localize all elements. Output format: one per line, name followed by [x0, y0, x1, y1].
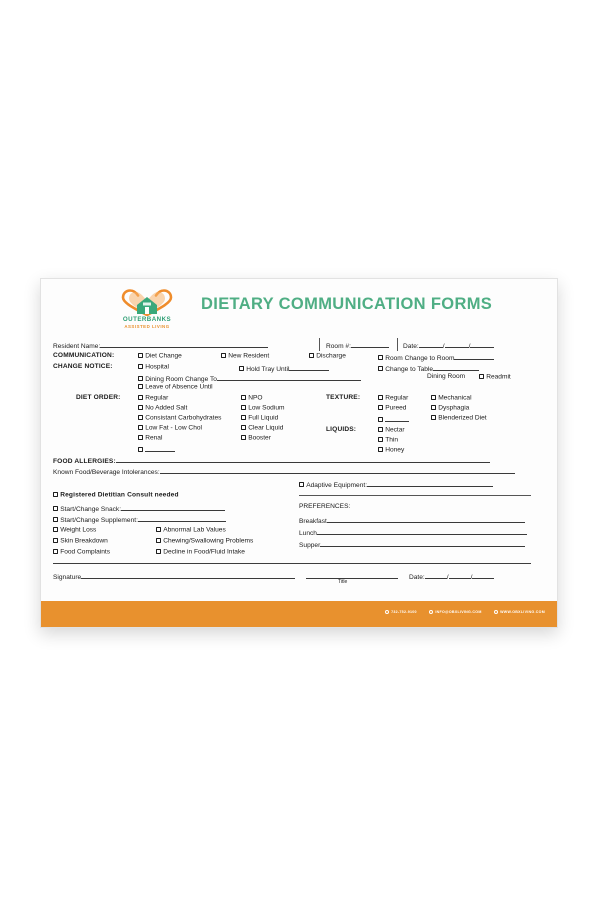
room-number-field[interactable] — [326, 341, 389, 351]
change-notice-option-hospital[interactable] — [138, 364, 169, 371]
diet-option-label: Low Fat - Low Chol — [145, 424, 202, 432]
adaptive-equipment-label: Adaptive Equipment: — [306, 482, 368, 489]
dining-room-suffix: Dining Room — [427, 373, 466, 380]
preferences-label: PREFERENCES: — [299, 503, 351, 510]
checkbox-chewing-swallowing-problems[interactable] — [156, 538, 161, 543]
checkbox-start-change-snack[interactable] — [53, 506, 58, 511]
checkbox-hold-tray[interactable] — [239, 366, 244, 371]
preference-label: Supper — [299, 542, 321, 549]
checkbox-hospital[interactable] — [138, 364, 143, 369]
food-allergies-label: FOOD ALLERGIES: — [53, 458, 116, 465]
change-notice-option-leave-absence[interactable] — [138, 384, 213, 391]
checkbox-discharge[interactable] — [309, 353, 314, 358]
food-allergies-field[interactable] — [53, 456, 490, 466]
checkbox-npo[interactable] — [241, 395, 246, 400]
diet-option-label: Renal — [145, 434, 163, 442]
concern-option-label: Skin Breakdown — [60, 537, 108, 545]
preference-lunch-field[interactable] — [299, 528, 527, 538]
checkbox-dysphagia[interactable] — [431, 405, 436, 410]
diet-option-other[interactable] — [138, 445, 175, 455]
date-sep-1: / — [442, 343, 445, 350]
communication-option-label: Discharge — [316, 352, 346, 360]
checkbox-pureed[interactable] — [378, 405, 383, 410]
diet-option-label: Booster — [248, 434, 271, 442]
change-notice-option-label: Readmit — [486, 373, 511, 381]
form-header — [41, 279, 557, 341]
texture-option-label: Pureed — [385, 404, 407, 412]
dietitian-consult-label: Registered Dietitian Consult needed — [60, 491, 179, 499]
supplement-field[interactable] — [53, 515, 226, 525]
signature-label: Signature — [53, 574, 82, 581]
title-field[interactable] — [306, 572, 398, 582]
checkbox-diet-change[interactable] — [138, 353, 143, 358]
texture-option-label: Regular — [385, 394, 409, 402]
checkbox-texture-regular[interactable] — [378, 395, 383, 400]
diet-order-label: DIET ORDER: — [76, 394, 121, 401]
diet-option-label: Clear Liquid — [248, 424, 284, 432]
title-label: Title — [338, 579, 348, 585]
diet-option-label: Regular — [145, 394, 169, 402]
checkbox-dietitian-consult[interactable] — [53, 492, 58, 497]
checkbox-mechanical[interactable] — [431, 395, 436, 400]
checkbox-renal[interactable] — [138, 435, 143, 440]
page-title: DIETARY COMMUNICATION FORMS — [201, 295, 493, 313]
checkbox-readmit[interactable] — [479, 374, 484, 379]
heart-house-icon — [121, 289, 173, 316]
checkbox-clear-liquid[interactable] — [241, 425, 246, 430]
resident-name-field[interactable] — [53, 341, 268, 351]
dietary-form-card — [40, 278, 558, 628]
texture-option-label: Mechanical — [438, 394, 472, 402]
divider-1 — [319, 338, 320, 351]
diet-option-label: NPO — [248, 394, 263, 402]
concern-option-chewing-swallowing[interactable] — [156, 538, 253, 545]
concern-option-weight-loss[interactable] — [53, 527, 96, 534]
communication-option-diet-change[interactable] — [138, 353, 182, 360]
checkbox-thin[interactable] — [378, 437, 383, 442]
checkbox-new-resident[interactable] — [221, 353, 226, 358]
texture-option-label: Blenderized Diet — [438, 414, 487, 422]
signature-date-field[interactable] — [409, 572, 494, 582]
footer-email-text: INFO@OBXLIVING.COM — [435, 610, 482, 614]
checkbox-room-change[interactable] — [378, 355, 383, 360]
communication-option-label: Room Change to Room — [385, 355, 455, 362]
change-notice-option-label: Dining Room Change To — [145, 376, 217, 383]
change-notice-label: CHANGE NOTICE: — [53, 363, 113, 370]
concern-option-label: Chewing/Swallowing Problems — [163, 537, 254, 545]
diet-option-full-liquid[interactable] — [241, 415, 278, 422]
preference-label: Lunch — [299, 530, 317, 537]
change-notice-option-label: Hold Tray Until — [246, 366, 290, 373]
signature-date-label: Date: — [409, 574, 425, 581]
texture-option-dysphagia[interactable] — [431, 405, 469, 412]
supplement-label: Start/Change Supplement: — [60, 517, 138, 524]
change-notice-option-readmit[interactable] — [479, 374, 511, 381]
globe-icon — [494, 610, 498, 614]
checkbox-diet-other[interactable] — [138, 447, 143, 452]
checkbox-nectar[interactable] — [378, 427, 383, 432]
concern-option-food-complaints[interactable] — [53, 549, 110, 556]
liquids-option-label: Honey — [385, 446, 405, 454]
change-notice-option-label: Leave of Absence Until — [145, 383, 213, 391]
checkbox-skin-breakdown[interactable] — [53, 538, 58, 543]
dietitian-consult-option[interactable] — [53, 492, 179, 499]
checkbox-weight-loss[interactable] — [53, 527, 58, 532]
footer-bar — [41, 601, 557, 627]
communication-option-new-resident[interactable] — [221, 353, 269, 360]
checkbox-low-fat-low-chol[interactable] — [138, 425, 143, 430]
diet-option-clear-liquid[interactable] — [241, 425, 283, 432]
date-label: Date: — [403, 343, 419, 350]
checkbox-no-added-salt[interactable] — [138, 405, 143, 410]
checkbox-booster[interactable] — [241, 435, 246, 440]
diet-option-low-fat-low-chol[interactable] — [138, 425, 202, 432]
texture-option-blenderized[interactable] — [431, 415, 487, 422]
form-body — [41, 341, 557, 601]
divider-2 — [397, 338, 398, 351]
liquids-option-honey[interactable] — [378, 447, 404, 454]
texture-option-label: Dysphagia — [438, 404, 470, 412]
intolerances-label: Known Food/Beverage Intolerances: — [53, 469, 160, 476]
preference-breakfast-field[interactable] — [299, 516, 525, 526]
preference-supper-field[interactable] — [299, 540, 525, 550]
checkbox-change-to-table[interactable] — [378, 366, 383, 371]
liquids-option-label: Thin — [385, 436, 399, 444]
footer-contacts — [385, 610, 545, 614]
communication-option-label: Diet Change — [145, 352, 182, 360]
logo-name: OUTERBANKS — [122, 316, 172, 323]
footer-website[interactable] — [494, 610, 545, 614]
footer-email[interactable] — [429, 610, 482, 614]
logo-tagline: ASSISTED LIVING — [124, 323, 170, 329]
phone-icon — [385, 610, 389, 614]
liquids-option-nectar[interactable] — [378, 427, 405, 434]
checkbox-low-sodium[interactable] — [241, 405, 246, 410]
logo — [113, 289, 181, 333]
texture-option-pureed[interactable] — [378, 405, 406, 412]
texture-option-mechanical[interactable] — [431, 395, 472, 402]
footer-phone[interactable] — [385, 610, 417, 614]
diet-option-label: Full Liquid — [248, 414, 279, 422]
intolerances-field[interactable] — [53, 467, 515, 477]
texture-option-other[interactable] — [378, 415, 409, 425]
checkbox-food-complaints[interactable] — [53, 549, 58, 554]
concern-option-label: Abnormal Lab Values — [163, 526, 226, 534]
room-label: Room #: — [326, 343, 351, 350]
diet-option-label: Consistant Carbohydrates — [145, 414, 222, 422]
adaptive-equipment-line-2 — [299, 495, 531, 496]
date-sep-2: / — [468, 343, 471, 350]
checkbox-adaptive-equipment[interactable] — [299, 482, 304, 487]
checkbox-leave-of-absence[interactable] — [138, 384, 143, 389]
diet-option-low-sodium[interactable] — [241, 405, 284, 412]
footer-phone-text: 732-752-9100 — [391, 610, 417, 614]
diet-option-no-added-salt[interactable] — [138, 405, 187, 412]
diet-option-consistant-carbohydrates[interactable] — [138, 415, 221, 422]
resident-name-label: Resident Name: — [53, 343, 101, 350]
communication-label: COMMUNICATION: — [53, 352, 115, 359]
checkbox-decline-food-fluid-intake[interactable] — [156, 549, 161, 554]
change-notice-option-dining-room-change[interactable] — [138, 374, 361, 384]
concern-option-skin-breakdown[interactable] — [53, 538, 108, 545]
concern-option-abnormal-lab[interactable] — [156, 527, 226, 534]
liquids-option-label: Nectar — [385, 426, 405, 434]
signature-separator — [53, 563, 531, 564]
snack-label: Start/Change Snack: — [60, 506, 122, 513]
snack-field[interactable] — [53, 504, 225, 514]
sig-date-sep-2: / — [470, 574, 473, 581]
sig-date-sep-1: / — [446, 574, 449, 581]
checkbox-diet-regular[interactable] — [138, 395, 143, 400]
checkbox-full-liquid[interactable] — [241, 415, 246, 420]
diet-option-renal[interactable] — [138, 435, 162, 442]
texture-option-regular[interactable] — [378, 395, 408, 402]
diet-option-regular[interactable] — [138, 395, 168, 402]
email-icon — [429, 610, 433, 614]
communication-option-room-change[interactable] — [378, 353, 494, 363]
concern-option-label: Food Complaints — [60, 548, 111, 556]
diet-option-booster[interactable] — [241, 435, 271, 442]
diet-option-label: No Added Salt — [145, 404, 188, 412]
change-notice-option-label: Change to Table — [385, 366, 434, 373]
diet-option-label: Low Sodium — [248, 404, 285, 412]
checkbox-abnormal-lab-values[interactable] — [156, 527, 161, 532]
checkbox-start-change-supplement[interactable] — [53, 517, 58, 522]
concern-option-label: Decline in Food/Fluid Intake — [163, 548, 245, 556]
communication-option-label: New Resident — [228, 352, 270, 360]
preference-label: Breakfast — [299, 518, 327, 525]
checkbox-consistant-carbohydrates[interactable] — [138, 415, 143, 420]
diet-option-npo[interactable] — [241, 395, 262, 402]
concern-option-label: Weight Loss — [60, 526, 97, 534]
date-field[interactable] — [403, 341, 494, 351]
footer-website-text: WWW.OBXLIVING.COM — [500, 610, 545, 614]
checkbox-honey[interactable] — [378, 447, 383, 452]
adaptive-equipment-field[interactable] — [299, 480, 493, 490]
form-sheet — [41, 279, 557, 601]
communication-option-discharge[interactable] — [309, 353, 346, 360]
liquids-option-thin[interactable] — [378, 437, 398, 444]
concern-option-decline-intake[interactable] — [156, 549, 245, 556]
change-notice-option-hold-tray[interactable] — [239, 364, 329, 374]
signature-field[interactable] — [53, 572, 295, 582]
change-notice-option-label: Hospital — [145, 363, 170, 371]
texture-label: TEXTURE: — [326, 394, 361, 401]
liquids-label: LIQUIDS: — [326, 426, 357, 433]
checkbox-blenderized-diet[interactable] — [431, 415, 436, 420]
checkbox-dining-room-change[interactable] — [138, 376, 143, 381]
checkbox-texture-other[interactable] — [378, 417, 383, 422]
